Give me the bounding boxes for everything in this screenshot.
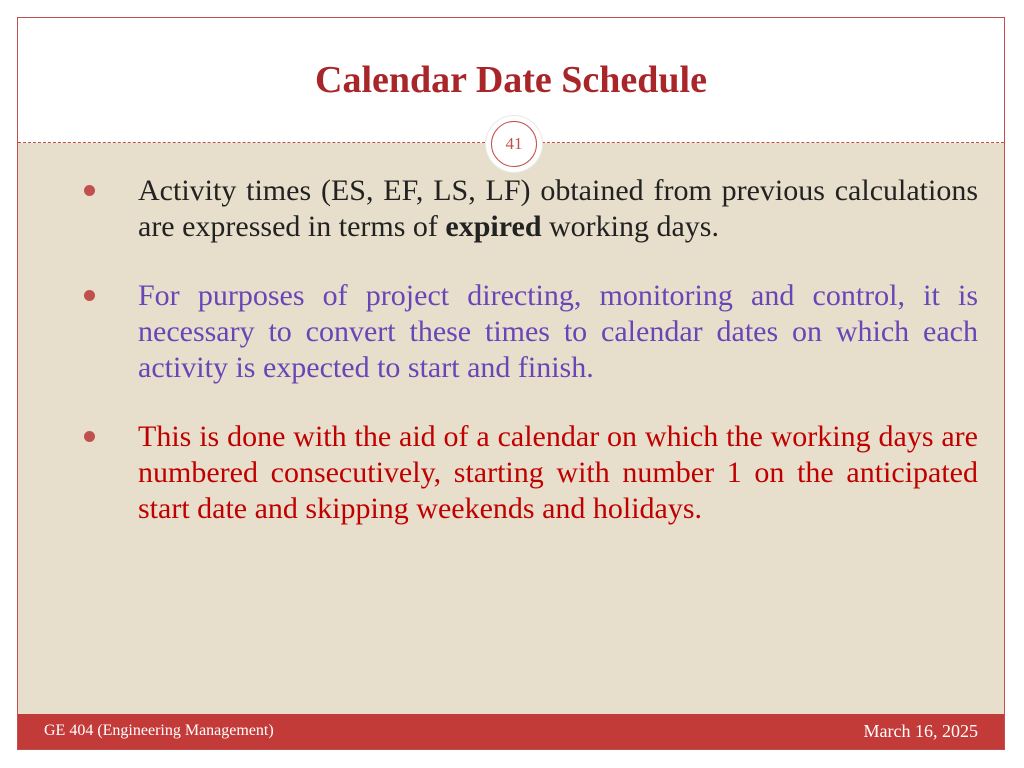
bullet-1-text-before: Activity times (ES, EF, LS, LF) obtained from previous calculations are expressed in terms of: [138, 174, 978, 243]
bullet-item-3: [78, 419, 978, 527]
bullet-2-text: For purposes of project directing, monitoring and control, it is necessary to convert these times to calendar dates on which each activity is expected to start and finish.: [138, 279, 978, 384]
bullet-dot-icon: [84, 431, 95, 442]
bullet-1-text-after: working days.: [541, 210, 719, 243]
bullet-list: [78, 173, 978, 560]
slide: [17, 17, 1005, 750]
bullet-3-text: This is done with the aid of a calendar on which the working days are numbered consecutively, starting with number 1 on the anticipated start date and skipping weekends and holidays.: [138, 420, 978, 525]
page-number: 41: [491, 121, 537, 167]
bullet-item-2: [78, 278, 978, 386]
slide-title: Calendar Date Schedule: [315, 59, 707, 101]
footer-date: March 16, 2025: [863, 721, 978, 741]
footer: [18, 714, 1004, 749]
bullet-dot-icon: [84, 290, 95, 301]
bullet-dot-icon: [84, 185, 95, 196]
bullet-item-1: [78, 173, 978, 245]
bullet-1-bold-text: expired: [445, 210, 542, 243]
page-number-badge: [486, 116, 542, 172]
footer-course: GE 404 (Engineering Management): [44, 722, 274, 739]
